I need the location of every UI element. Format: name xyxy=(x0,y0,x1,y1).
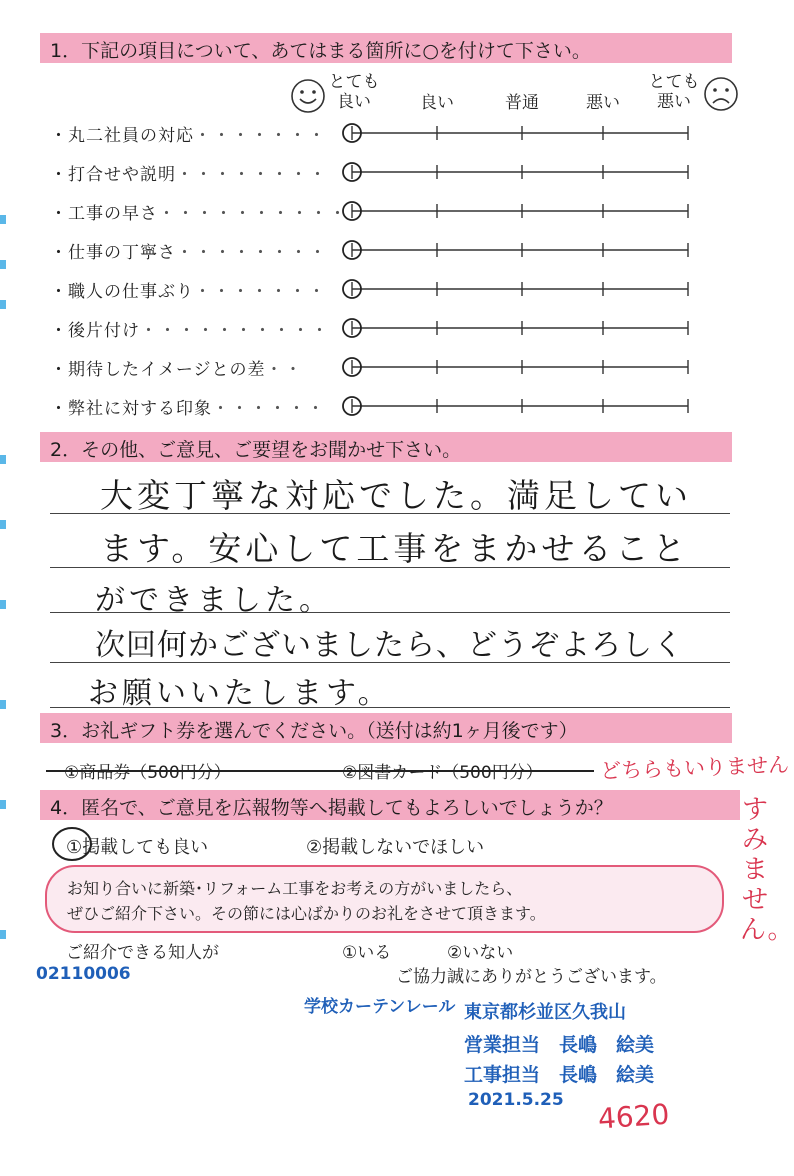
rating-item-leader: ・・・・・・・・・・ xyxy=(158,204,348,224)
scale-very-good-bottom: 良い xyxy=(337,92,371,112)
comment-line-3: ができました。 xyxy=(95,583,333,618)
handwritten-apology: すみません。 xyxy=(740,795,794,945)
scale-very-bad-top: とても xyxy=(648,72,700,92)
notice-box xyxy=(45,865,724,933)
rating-item-text: ・職人の仕事ぶり xyxy=(50,282,194,302)
rating-item-leader: ・・・・・・・ xyxy=(194,282,327,302)
rating-item-leader: ・・・・・・・・ xyxy=(176,165,328,185)
sales-rep xyxy=(464,1030,654,1057)
edge-mark xyxy=(0,455,6,464)
sales-name: 長嶋 絵美 xyxy=(559,1034,655,1056)
rating-item-text: ・弊社に対する印象 xyxy=(50,399,212,419)
works-rep xyxy=(464,1060,654,1087)
edge-mark xyxy=(0,520,6,529)
rating-scales xyxy=(0,0,775,430)
scale-good: 良い xyxy=(420,93,454,113)
rating-item-leader: ・・ xyxy=(265,360,304,380)
section4-header xyxy=(40,790,740,820)
scale-normal: 普通 xyxy=(505,93,539,113)
section1-title: 1．下記の項目について、あてはまる箇所に○を付けて下さい。 xyxy=(50,40,591,62)
thanks-text: ご協力誠にありがとうございます。 xyxy=(396,967,667,987)
section4-title: 4．匿名で、ご意見を広報物等へ掲載してもよろしいでしょうか？ xyxy=(50,797,613,819)
scale-very-bad-bottom: 悪い xyxy=(657,92,691,112)
rating-item-leader: ・・・・・・・・ xyxy=(176,243,328,263)
customer-name: 学校カーテンレール xyxy=(304,997,456,1017)
section3-title: 3．お礼ギフト券を選んでください。（送付は約1ヶ月後です） xyxy=(50,720,578,742)
rating-item-leader: ・・・・・・・・・・ xyxy=(140,321,330,341)
rating-item-text: ・工事の早さ xyxy=(50,204,158,224)
date: 2021.5.25 xyxy=(468,1090,564,1110)
edge-mark xyxy=(0,600,6,609)
section2-title: 2．その他、ご意見、ご要望をお聞かせ下さい。 xyxy=(50,439,462,461)
works-name: 長嶋 絵美 xyxy=(559,1064,655,1086)
handwritten-number: 4620 xyxy=(596,1097,671,1136)
address: 東京都杉並区久我山 xyxy=(464,1002,626,1023)
notice-line-2: ぜひご紹介下さい。その節には心ばかりのお礼をさせて頂きます。 xyxy=(67,904,546,923)
comment-line-5: お願いいたします。 xyxy=(88,676,392,711)
scale-very-good-top: とても xyxy=(328,72,380,92)
gift-option-1[interactable]: ①商品券（500円分） xyxy=(64,763,231,783)
section3-header xyxy=(40,713,732,743)
handwritten-gift-note: どちらもいりません xyxy=(599,752,790,784)
rating-item-text: ・後片付け xyxy=(50,321,140,341)
rating-item-text: ・丸二社員の対応 xyxy=(50,126,194,146)
referral-option-2[interactable]: ②いない xyxy=(447,943,514,963)
rating-item-text: ・打合せや説明 xyxy=(50,165,176,185)
publish-option-1[interactable]: ①掲載しても良い xyxy=(66,837,209,858)
comment-line-1: 大変丁寧な対応でした。満足してい xyxy=(100,476,692,515)
comment-line-4: 次回何かございましたら、どうぞよろしく xyxy=(95,628,684,663)
notice-line-1: お知り合いに新築･リフォーム工事をお考えの方がいましたら、 xyxy=(67,879,523,898)
section2-header xyxy=(40,432,732,462)
rating-item-text: ・仕事の丁寧さ xyxy=(50,243,176,263)
publish-option-2[interactable]: ②掲載しないでほしい xyxy=(306,837,485,858)
selection-circle xyxy=(50,825,94,863)
edge-mark xyxy=(0,800,6,809)
edge-mark xyxy=(0,930,6,939)
works-label: 工事担当 xyxy=(464,1064,541,1086)
referral-option-1[interactable]: ①いる xyxy=(342,943,392,963)
customer-code: 02110006 xyxy=(36,964,131,984)
referral-label: ご紹介できる知人が xyxy=(66,943,219,963)
comment-line-2: ます。安心して工事をまかせること xyxy=(100,529,690,568)
gift-option-2[interactable]: ②図書カード（500円分） xyxy=(342,763,543,783)
rating-item-text: ・期待したイメージとの差 xyxy=(50,360,266,380)
strike-line xyxy=(46,770,594,772)
scale-bad: 悪い xyxy=(586,93,620,113)
rating-item-leader: ・・・・・・ xyxy=(212,399,326,419)
sales-label: 営業担当 xyxy=(464,1034,541,1056)
edge-mark xyxy=(0,700,6,709)
rating-item-leader: ・・・・・・・ xyxy=(194,126,327,146)
